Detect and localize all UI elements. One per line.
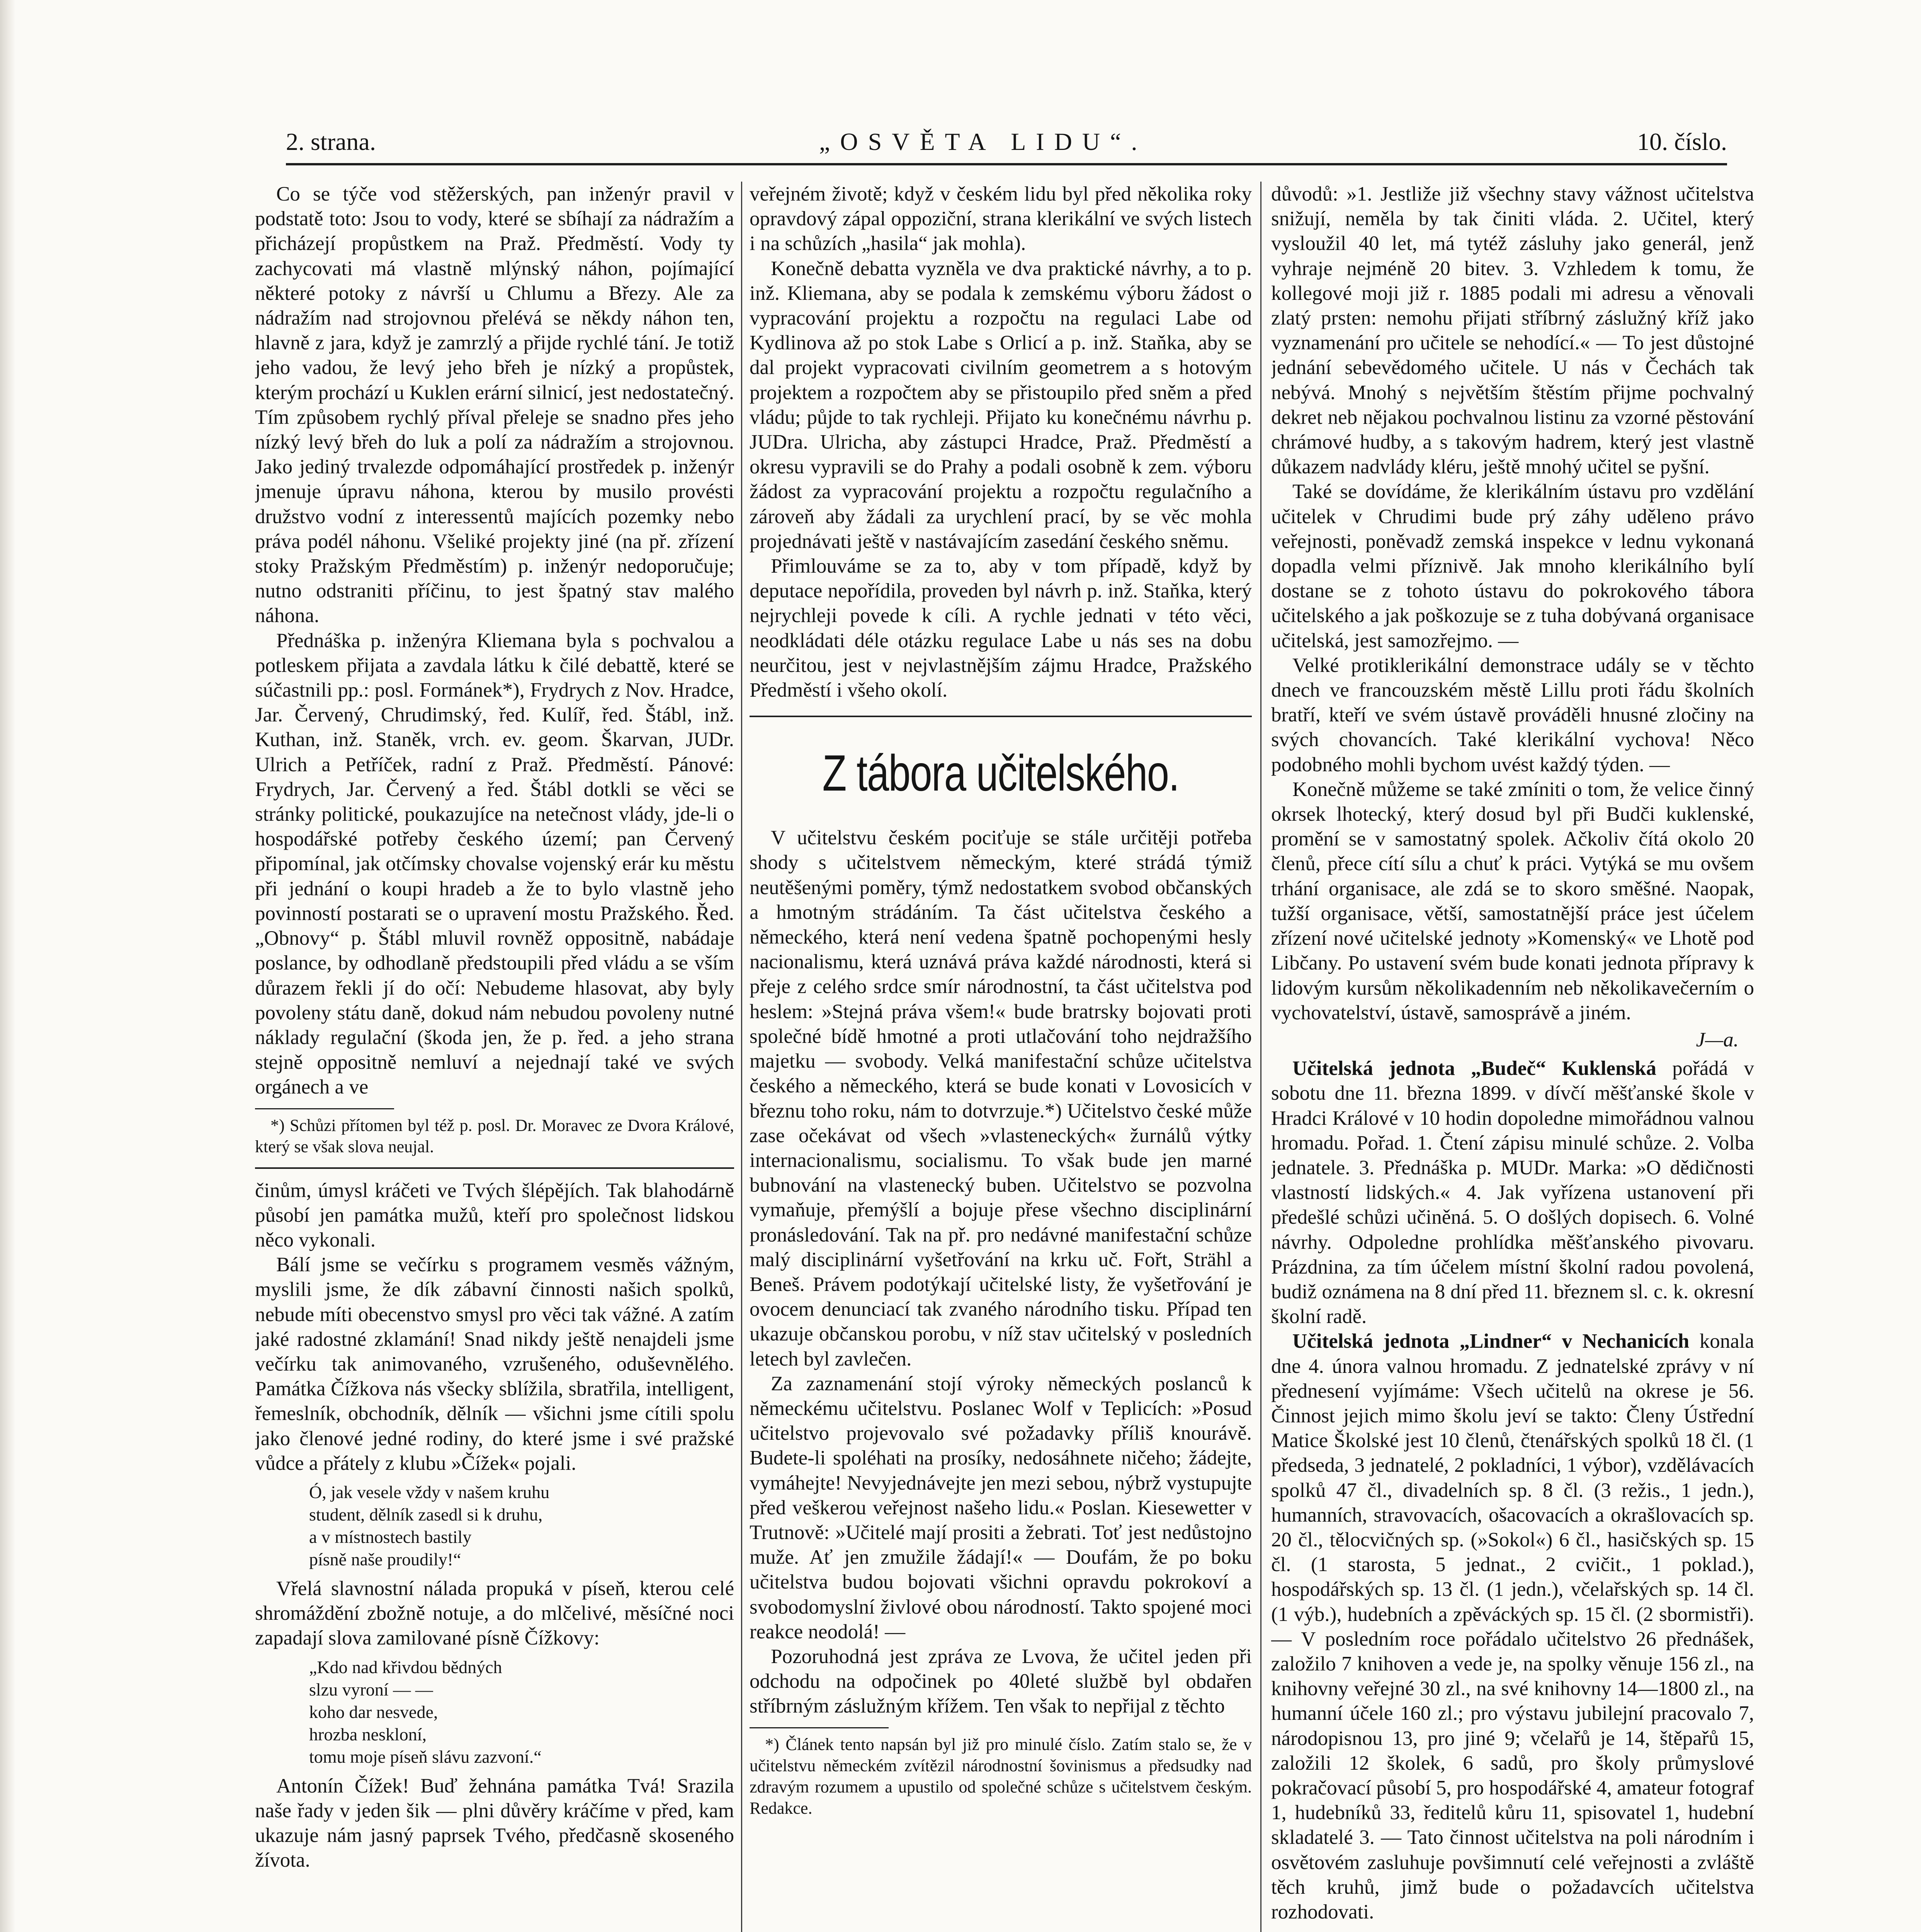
notice-text: konala dne 4. února valnou hromadu. Z jednatelské zprávy v ní přednesení vyjímáme: Všech učitelů na okrese je 56. Činnost jejich mimo školu jeví se takto: Členy Ústřední Matice Školské jest 10 členů, čtenářských spolků 18 čl. (1 předseda, 3 jednatelé, 2 pokladníci, 1 výbor), vzdělávacích spolků 47 čl., divadelních sp. 8 čl. (3 režis., 1 jedn.), humanních, stravovacích, ošacovacích a okrašlovacích sp. 20 čl., tělocvičných sp. (»Sokol«) 6 čl., hasičských sp. 15 čl. (1 starosta, 5 jednat., 2 cvičit., 1 poklad.), hospodářských sp. 13 čl. (1 jedn.), včelařských sp. 14 čl. (1 výb.), hudebních a zpěváckých sp. 15 čl. (2 sbormistři). — V posledním roce pořádalo učitelstvo 26 přednášek, založilo 7 knihoven a vede je, na spolky věnuje 156 zl., na knihovny veřejné 30 zl., na své knihovny 14—1800 zl., na humanní účele 160 zl.; pro výstavu jubilejní pracovalo 7, národopisnou 13, pro jiné 9; včelařů je 14, štěpařů 15, založili 12 školek, 6 sadů, pro školy průmyslové pokračovací působí 5, pro hospodářské 4, amateur fotograf 1, hudebníků 33, ředitelů kůru 11, spisovatel 1, hudební skladatelé 3. — Tato činnost učitelstva na poli národním i osvětovém zasluhuje povšimnutí celé veřejnosti a zvláště těch kruhů, jimž bude o požadavcích učitelstva rozhodovati. [1271,1330,1754,1923]
column-divider-2 [1260,182,1261,1932]
notice-text: pořádá v sobotu dne 11. března 1899. v dívčí měšťanské škole v Hradci Králové v 10 hodin dopoledne mimořádnou valnou hromadu. Pořad. 1. Čtení zápisu minulé schůze. 2. Volba jednatele. 3. Přednáška p. MUDr. Marka: »O dědičnosti vlastností lidských.« 4. Jak vyřízena ustanovení při předešlé schůzi učiněná. 5. O došlých dopisech. 6. Volné návrhy. Odpoledne prohlídka měšťanského pivovaru. Prázdnina, za tím účelem místní školní radou povolená, budiž oznámena na 8 dní před 11. březnem sl. c. k. okresní školní radě. [1271,1057,1754,1328]
article-paragraph: činům, úmysl kráčeti ve Tvých šlépějích. Tak blahodárně působí jen památka mužů, kteří pro společnost lidskou něco vykonali. [255,1179,734,1251]
poem-line: tomu moje píseň slávu zazvoní.“ [309,1747,542,1767]
section-heading: Z tábora učitelského. [822,745,1179,802]
poem-line: koho dar nesvede, [309,1702,438,1722]
article-paragraph: Přednáška p. inženýra Kliemana byla s pochvalou a potleskem přijata a zavdala látku k čilé debattě, které se súčastnili pp.: posl. Formánek*), Frydrych z Nov. Hradce, Jar. Červený, Chrudimský, řed. Kulíř, řed. Štábl, inž. Kuthan, inž. Staněk, vrch. ev. geom. Škarvan, JUDr. Ulrich a Petříček, radní z Praž. Předměstí. Pánové: Frydrych, Jar. Červený a řed. Štábl dotkli se věci se stránky politické, poukazujíce na netečnost vlády, jde-li o hospodářské potřeby českého území; pan Červený připomínal, jak otčímsky chovalse vojenský erár ku městu při jednání o koupi hradeb a že to bylo vlastně jeho povinností postarati se o upravení mostu Pražského. Řed. „Obnovy“ p. Štábl mluvil rovněž oppositně, nabádaje poslance, by odhodlaně předstoupili před vládu a se vším důrazem řekli jí do očí: Nebudeme hlasovat, aby byly povoleny státu daně, dokud nám nebudou povoleny nutné náklady regulační (škoda jen, že p. řed. a jeho strana stejně oppositně nemluví a nejednají také ve svých orgánech a ve [255,629,734,1099]
header-rule [286,163,1727,165]
article-paragraph: Také se dovídáme, že klerikálním ústavu pro vzdělání učitelek v Chrudimi bude prý záhy uděleno právo veřejnosti, poněvadž zemská inspekce v lednu vykonaná dopadla velmi příznivě. Jak mnoho klerikálního bylí dostane se z tohoto ústavu do pokrokového tábora učitelského a jak poškozuje se z tuha dobývaná organisace učitelská, jest samozřejmo. — [1271,480,1754,652]
page-header [286,124,1727,168]
article-paragraph: Vřelá slavnostní nálada propuká v píseň, kterou celé shromáždění zbožně notuje, a do mlčelivé, měsíčné noci zapadají slova zamilované písně Čížkovy: [255,1577,734,1650]
article-separator [750,716,1252,717]
footnote [255,1115,734,1157]
article-paragraph: Konečně debatta vyzněla ve dva praktické návrhy, a to p. inž. Kliemana, aby se podala k zemskému výboru žádost o vypracování projektu a rozpočtu na regulaci Labe od Kydlinova až po stok Labe s Orlicí a p. inž. Staňka, aby se dal projekt vypracovati civilním geometrem a s hotovým projektem a rozpočtem aby se přistoupilo před sněm a před vládu; půjde to tak rychleji. Přijato ku konečnému návrhu p. JUDra. Ulricha, aby zástupci Hradce, Praž. Předměstí a okresu vypravili se do Prahy a podali osobně k zem. výboru žádost za vypracování projektu a rozpočtu regulačního a zároveň aby žádali za urychlení prací, by se věc mohla projednávati ještě v nastávajícím zasedání českého sněmu. [750,257,1252,553]
notice-title: Učitelská jednota „Budeč“ Kuklenská [1292,1057,1657,1080]
poem-line: a v místnostech bastily [309,1527,472,1547]
article-paragraph: Za zaznamenání stojí výroky německých poslanců k německému učitelstvu. Poslanec Wolf v Teplicích: »Posud učitelstvo projevovalo své požadavky příliš knourávě. Budete-li spoléhati na prosíky, nedosáhnete ničeho; žádejte, vymáhejte! Nevyjednávejte jen mezi sebou, nýbrž vystupujte před veškerou veřejnost našeho lidu.« Poslan. Kiesewetter v Trutnově: »Učitelé mají prositi a žebrati. Toť jest nedůstojno muže. Ať jen zmužile žádají!« — Doufám, že po boku učitelstva budou bojovati všichni opravdu pokrokoví a svobodomyslní živlové obou národností. Takto spojené moci reakce neodolá! — [750,1372,1252,1643]
notice-lindner [1271,1329,1754,1924]
poem-line: „Kdo nad křivdou bědných [309,1657,502,1677]
footnote [750,1734,1252,1819]
article-paragraph: Co se týče vod stěžerských, pan inženýr pravil v podstatě toto: Jsou to vody, které se sbíhají za nádražím a přicházejí propůstkem na Praž. Předměstí. Vody ty zachycovati má vlastně mlýnský náhon, pojímající některé potoky z návrší u Chlumu a Březy. Ale za nádražím nad strojovnou přelévá se někdy náhon ten, hlavně z jara, když je zamrzlý a přijde rychlé tání. Je totiž jeho vadou, že levý jeho břeh je nízký a propůstek, kterým prochází u Kuklen erární silnicí, jest nedostatečný. Tím způsobem rychlý příval přeleje se snadno přes jeho nízký levý břeh do luk a polí za nádražím a strojovnou. Jako jediný trvalezde odpomáhající prostředek p. inženýr jmenuje úpravu náhona, kterou by musilo provésti družstvo vodní z interessentů majících pozemky nebo práva podél náhonu. Všeliké projekty jiné (na př. zřízení stoky Pražským Předměstím) p. inženýr nedoporučuje; nutno odstraniti příčinu, to jest špatný stav malého náhona. [255,183,734,627]
poem-line: hrozba neskloní, [309,1724,427,1744]
footnote-rule [750,1727,889,1728]
footnote-rule [255,1108,394,1109]
poem-line: slzu vyroní — — [309,1679,433,1699]
issue-number: 10. číslo. [1637,128,1727,155]
article-paragraph: V učitelstvu českém pociťuje se stále určitěji potřeba shody s učitelstvem německým, které strádá týmiž neutěšenými poměry, týmž nedostatkem svobod občanských a hmotným strádáním. Ta část učitelstva českého a německého, která není vedena špatně pochopenými hesly nacionalismu, která uznává práva každé národnosti, která si přeje z celého srdce smír národnostní, ta část učitelstva pod heslem: »Stejná práva všem!« bude bratrsky bojovati proti společné bídě hmotné a proti utlačování toho nejdražšího majetku — svobody. Velká manifestační schůze učitelstva českého a německého, která se bude konati v Lovosicích v březnu toho roku, nám to dotvrzuje.*) Učitelstvo české může zase očekávat od všech »vlasteneckých« žurnálů výtky internacionalismu, socialismu. To však bude jen marné bubnování na vlastenecký buben. Učitelstvo se pozvolna vymaňuje, přemýšlí a bojuje přese všechno disciplinární pronásledování. Tak na př. pro nedávné manifestační schůze malý disciplinární vyšetřování na krku uč. Fořt, Strähl a Beneš. Právem podotýkají učitelské listy, že vyšetřování je ovocem denunciací tak zvaného národního tisku. Případ ten ukazuje občanskou porobu, v níž stav učitelský v posledních letech byl zavlečen. [750,827,1252,1370]
notice-title: Učitelská jednota „Lindner“ v Nechanicích [1292,1330,1690,1353]
footnote-text: *) Schůzi přítomen byl též p. posl. Dr. Moravec ze Dvora Králové, který se však slova neujal. [255,1116,734,1156]
article-paragraph: Konečně můžeme se také zmíniti o tom, že velice činný okrsek lhotecký, který dosud byl při Budči kuklenské, promění se v samostatný spolek. Ačkoliv čítá okolo 20 členů, přece cítí sílu a chuť k práci. Vytýká se mu ovšem trhání organisace, ale zdá se to skoro směšné. Naopak, tužší organisace, větší, samostatnější práce jest účelem zřízení nové učitelské jednoty »Komenský« ve Lhotě pod Libčany. Po ustavení svém bude konati jednota přípravy k lidovým kursům několikadenním neb několikavečerním o vychovatelství, ústavě, samosprávě a jiném. [1271,778,1754,1024]
journal-title: „OSVĚTA LIDU“. [819,128,1148,155]
poem-line: Ó, jak vesele vždy v našem kruhu [309,1482,550,1502]
page-number: 2. strana. [286,128,376,155]
column-right [1271,182,1754,1932]
article-separator [255,1167,734,1169]
article-paragraph: Velké protiklerikální demonstrace udály se v těchto dnech ve francouzském městě Lillu proti řádu školních bratří, kteří ve svém ústavě prováděli hnusné zločiny na svých chovancích. Také klerikální vychova! Něco podobného mohli bychom uvést každý týden. — [1271,654,1754,776]
notice-budec [1271,1056,1754,1329]
article-paragraph: Antonín Čížek! Buď žehnána památka Tvá! Srazila naše řady v jeden šik — plni důvěry kráčíme v před, kam ukazuje nám jasný paprsek Tvého, předčasně skoseného žívota. [255,1774,734,1872]
article-paragraph: Přimlouváme se za to, aby v tom případě, když by deputace nepořídila, proveden byl návrh p. inž. Staňka, který nejrychleji povede k cíli. A rychle jednati v této věci, neodkládati déle otázku regulace Labe u nás ses na dobu neurčitou, jest v nejvlastnějším zájmu Hradce, Pražského Předměstí i všeho okolí. [750,555,1252,702]
article-paragraph: Bálí jsme se večírku s programem vesměs vážným, myslili jsme, že dík zábavní činnosti našich spolků, nebude míti obecenstvo smysl pro věci tak vážné. A zatím jaké radostné zklamání! Snad nikdy ještě nenajdeli jsme večírku tak animovaného, vzrušeného, oduševnělého. Památka Čížkova nás všecky sblížila, sbratřila, intelligent, řemeslník, obchodník, dělník — všichni jsme cítili spolu jako členové jedné rodiny, do které jsme i své pražské vůdce a přátely z klubu »Čížek« pojali. [255,1253,734,1475]
article-paragraph: důvodů: »1. Jestliže již všechny stavy vážnost učitelstva snižují, neměla by tak činiti vláda. 2. Učitel, který vysloužil 40 let, má tytéž zásluhy jako generál, jenž vyhraje nejméně 20 bitev. 3. Vzhledem k tomu, že kollegové moji již r. 1885 podali mi adresu a věnovali zlatý prsten: nemohu přijati stříbrný záslužný kříž jako vyznamenání pro učitele se nehodící.« — To jest důstojné jednání sebevědomého učitele. U nás v Čechách tak nebývá. Mnohý s největším štěstím přijme pochvalný dekret neb nějakou pochvalnou listinu za vzorné pěstování chrámové hudby, a s takovým hadrem, který jest vlastně důkazem nadvlády kléru, ještě mnohý učitel se pyšní. [1271,183,1754,478]
scan-edge-shadow [0,0,15,1932]
column-left [255,182,734,1932]
poem-stanza [309,1481,734,1571]
poem-stanza [309,1656,734,1768]
poem-line: student, dělník zasedl si k druhu, [309,1504,543,1524]
column-divider-1 [741,182,742,1932]
article-paragraph: veřejném životě; když v českém lidu byl před několika roky opravdový zápal oppoziční, strana klerikální ve svých listech i na schůzích „hasila“ jak mohla). [750,183,1252,255]
article-paragraph: Pozoruhodná jest zpráva ze Lvova, že učitel jeden při odchodu na odpočinek po 40leté službě byl obdařen stříbrným záslužným křížem. Ten však to nepřijal z těchto [750,1645,1252,1718]
footnote-text: *) Článek tento napsán byl již pro minulé číslo. Zatím stalo se, že v učitelstvu německém zvítězil národnostní šovinismus a předsudky nad zdravým rozumem a upustilo od společné schůze s učitelstvem českým. Redakce. [750,1735,1252,1818]
poem-line: písně naše proudily!“ [309,1549,461,1569]
column-middle [750,182,1252,1932]
author-signature: J—a. [1696,1028,1739,1051]
